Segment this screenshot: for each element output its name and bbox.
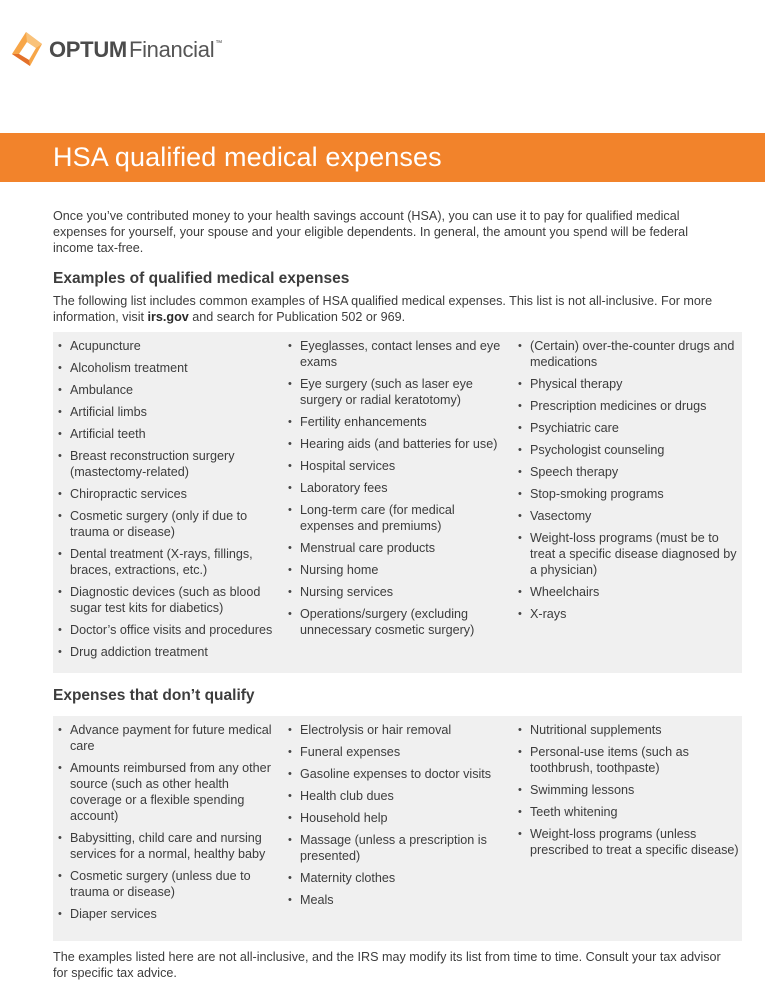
qualified-expenses-panel [53,332,742,673]
list-item: • Eyeglasses, contact lenses and eye exams [288,338,510,370]
list-item: • Hearing aids (and batteries for use) [288,436,510,452]
list-item: • X-rays [518,606,740,622]
list-item: • Teeth whitening [518,804,740,820]
list-item: • Funeral expenses [288,744,510,760]
list-item: • Hospital services [288,458,510,474]
qualified-list-col-3 [518,338,740,628]
list-item: • Drug addiction treatment [58,644,280,660]
qualified-description [53,293,733,325]
list-item: • Breast reconstruction surgery (mastectomy-related) [58,448,280,480]
list-item: • Household help [288,810,510,826]
list-item: • Diagnostic devices (such as blood sugar test kits for diabetics) [58,584,280,616]
list-item: • Long-term care (for medical expenses and premiums) [288,502,510,534]
list-item: • Artificial limbs [58,404,280,420]
brand-subname: Financial [128,37,215,62]
list-item: • Massage (unless a prescription is presented) [288,832,510,864]
list-item: • Vasectomy [518,508,740,524]
list-item: • Chiropractic services [58,486,280,502]
list-item: • Stop-smoking programs [518,486,740,502]
list-item: • Gasoline expenses to doctor visits [288,766,510,782]
title-banner [0,133,765,182]
list-item: • Weight-loss programs (unless prescribed to treat a specific disease) [518,826,740,858]
list-item: • Acupuncture [58,338,280,354]
list-item: • Alcoholism treatment [58,360,280,376]
list-item: • Speech therapy [518,464,740,480]
list-item: • Wheelchairs [518,584,740,600]
list-item: • Advance payment for future medical care [58,722,280,754]
list-item: • Laboratory fees [288,480,510,496]
list-item: • Swimming lessons [518,782,740,798]
qualified-description-tail: and search for Publication 502 or 969. [188,310,406,324]
nonqualified-section-title: Expenses that don’t qualify [53,687,255,704]
list-item: • Nursing services [288,584,510,600]
list-item: • Personal-use items (such as toothbrush, toothpaste) [518,744,740,776]
list-item: • Cosmetic surgery (only if due to trauma or disease) [58,508,280,540]
list-item: • Maternity clothes [288,870,510,886]
list-item: • Artificial teeth [58,426,280,442]
optum-logo-icon [10,30,44,70]
list-item: • Psychologist counseling [518,442,740,458]
footer-disclaimer: The examples listed here are not all-inclusive, and the IRS may modify its list from time to time. Consult your tax advisor for specific tax advice. [53,950,721,980]
qualified-description-text: The following list includes common examples of HSA qualified medical expenses. This list is not all-inclusive. For more information, visit [53,294,713,324]
list-item: • Psychiatric care [518,420,740,436]
list-item: • Health club dues [288,788,510,804]
nonqualified-expenses-panel [53,716,742,941]
list-item: • Fertility enhancements [288,414,510,430]
list-item: • Nursing home [288,562,510,578]
list-item: • Weight-loss programs (must be to treat a specific disease diagnosed by a physician) [518,530,740,578]
qualified-list-col-2 [288,338,510,644]
nonqualified-list-col-1 [58,722,280,928]
list-item: • Babysitting, child care and nursing services for a normal, healthy baby [58,830,280,862]
qualified-section-title: Examples of qualified medical expenses [53,270,350,287]
list-item: • Dental treatment (X-rays, fillings, braces, extractions, etc.) [58,546,280,578]
nonqualified-list-col-3 [518,722,740,864]
brand-name: OPTUM [49,37,127,62]
list-item: • (Certain) over-the-counter drugs and medications [518,338,740,370]
intro-paragraph: Once you’ve contributed money to your health savings account (HSA), you can use it to pay for qualified medical expenses for yourself, your spouse and your eligible dependents. In general, the amount you spend will be federal income tax-free. [53,209,688,255]
nonqualified-list-col-2 [288,722,510,914]
list-item: • Amounts reimbursed from any other source (such as other health coverage or a flexible spending account) [58,760,280,824]
list-item: • Meals [288,892,510,908]
list-item: • Electrolysis or hair removal [288,722,510,738]
brand-logo [10,28,222,72]
list-item: • Operations/surgery (excluding unnecessary cosmetic surgery) [288,606,510,638]
irs-link[interactable]: irs.gov [147,310,189,324]
brand-trademark: ™ [215,40,222,47]
list-item: • Cosmetic surgery (unless due to trauma or disease) [58,868,280,900]
list-item: • Eye surgery (such as laser eye surgery or radial keratotomy) [288,376,510,408]
list-item: • Nutritional supplements [518,722,740,738]
qualified-list-col-1 [58,338,280,666]
list-item: • Ambulance [58,382,280,398]
list-item: • Diaper services [58,906,280,922]
list-item: • Doctor’s office visits and procedures [58,622,280,638]
list-item: • Menstrual care products [288,540,510,556]
list-item: • Physical therapy [518,376,740,392]
list-item: • Prescription medicines or drugs [518,398,740,414]
page-title: HSA qualified medical expenses [53,142,442,172]
